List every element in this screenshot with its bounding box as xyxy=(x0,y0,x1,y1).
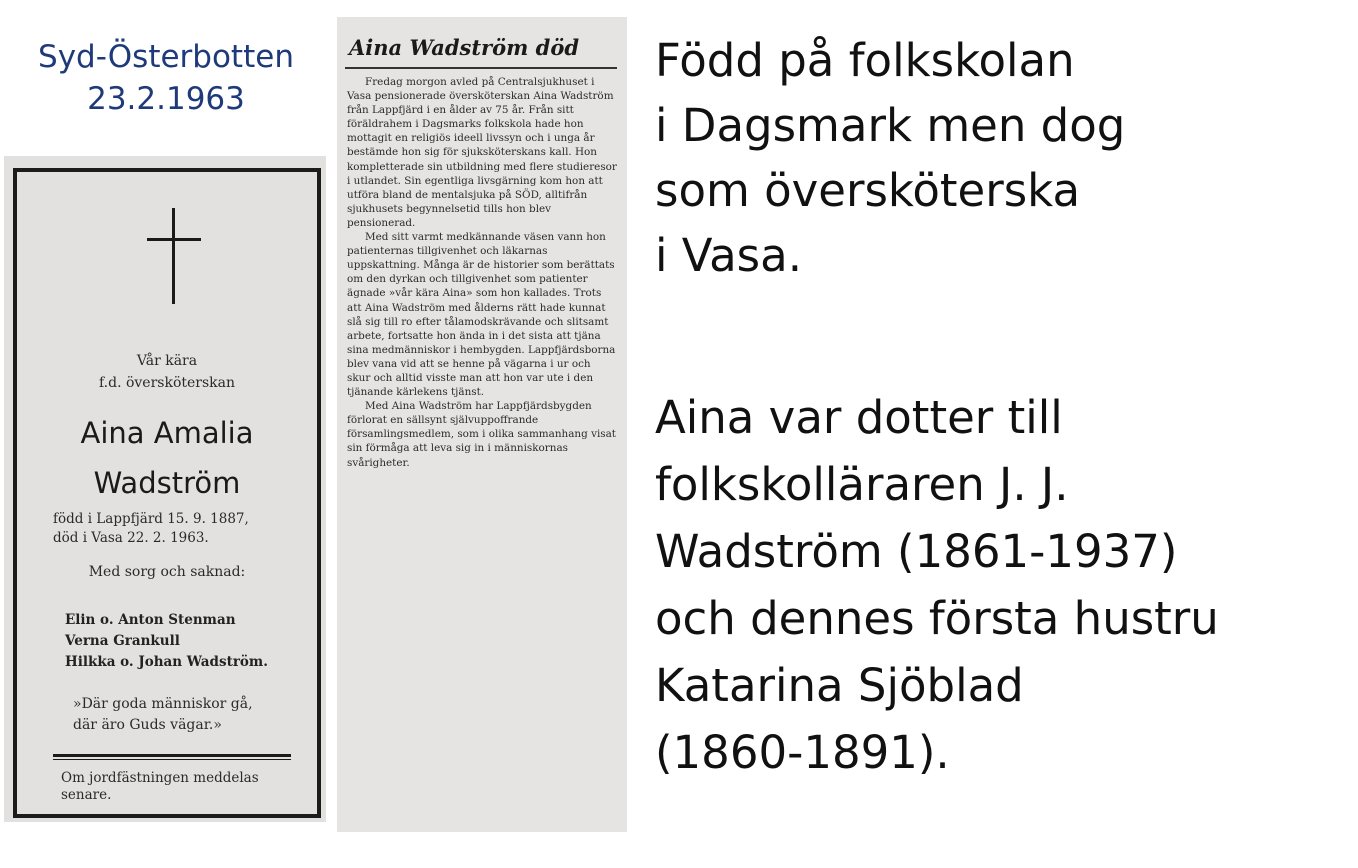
sorrow-line: Med sorg och saknad: xyxy=(88,564,246,580)
newspaper-name: Syd-Österbotten xyxy=(38,39,294,75)
article-title: Aina Wadström död xyxy=(349,35,580,60)
divider xyxy=(53,754,291,757)
newspaper-header xyxy=(0,36,332,120)
mourner: Elin o. Anton Stenman xyxy=(65,612,236,628)
mourners-list xyxy=(65,610,268,673)
notice-intro: Vår kära f.d. översköterskan xyxy=(98,353,236,391)
article-paragraph: Fredag morgon avled på Centralsjukhuset i Vasa pensionerade översköterskan Aina Wadström från Lappfjärd i en ålder av 75 år. Från sitt föräldrahem i Dagsmarks folkskola hade hon mottagit en religiös ideell livssyn och i unga år bestämde hon sig för sjuksköterskans kall. Hon kompletterade sin utbildning med flere studieresor i utlandet. Sin egentliga livsgärning kom hon att utföra bland de mentalsjuka på SÖD, alltifrån sjukhusets begynnelsetid tills hon blev pensionerad. xyxy=(347,76,617,229)
burial-notice: Om jordfästningen meddelas senare. xyxy=(61,770,259,803)
deceased-name: Aina Amalia Wadström xyxy=(80,416,254,500)
caption-parents: Aina var dotter till folkskolläraren J. J. Wadström (1861-1937) och dennes första hustru Katarina Sjöblad (1860-1891). xyxy=(655,391,1219,779)
life-dates: född i Lappfjärd 15. 9. 1887, död i Vasa 22. 2. 1963. xyxy=(53,511,249,546)
mourner: Hilkka o. Johan Wadström. xyxy=(65,654,268,670)
divider xyxy=(53,759,291,760)
death-notice-frame xyxy=(13,168,321,818)
latin-cross-icon xyxy=(147,208,201,304)
article-body xyxy=(347,75,617,470)
caption-birth-death: Född på folkskolan i Dagsmark men dog som översköterska i Vasa. xyxy=(655,34,1126,282)
article-paragraph: Med Aina Wadström har Lappfjärdsbygden förlorat en sällsynt självuppoffrande församlingsmedlem, som i olika sammanhang visat sin förmåga att leva sig in i människornas svårigheter. xyxy=(347,400,616,469)
obituary-article xyxy=(337,17,627,832)
death-notice xyxy=(4,156,326,822)
memorial-quote: »Där goda människor gå, där äro Guds vägar.» xyxy=(73,696,253,733)
mourner: Verna Grankull xyxy=(65,633,180,649)
publication-date: 23.2.1963 xyxy=(87,81,245,117)
title-rule xyxy=(345,67,617,69)
article-paragraph: Med sitt varmt medkännande väsen vann hon patienternas tillgivenhet och läkarnas uppskattning. Många är de historier som berättats om den dyrkan och tillgivenhet som patienter ägnade »vår kära Aina» som hon kallades. Trots att Aina Wadström med ålderns rätt hade kunnat slå sig till ro efter tålamodskrävande och slitsamt arbete, fortsatte hon ända in i det sista att tjäna sina medmänniskor i hembygden. Lappfjärdsborna blev vana vid att se henne på vägarna i ur och skur och alltid visste man att hon var ute i den tjänande kärlekens tjänst. xyxy=(347,231,616,399)
